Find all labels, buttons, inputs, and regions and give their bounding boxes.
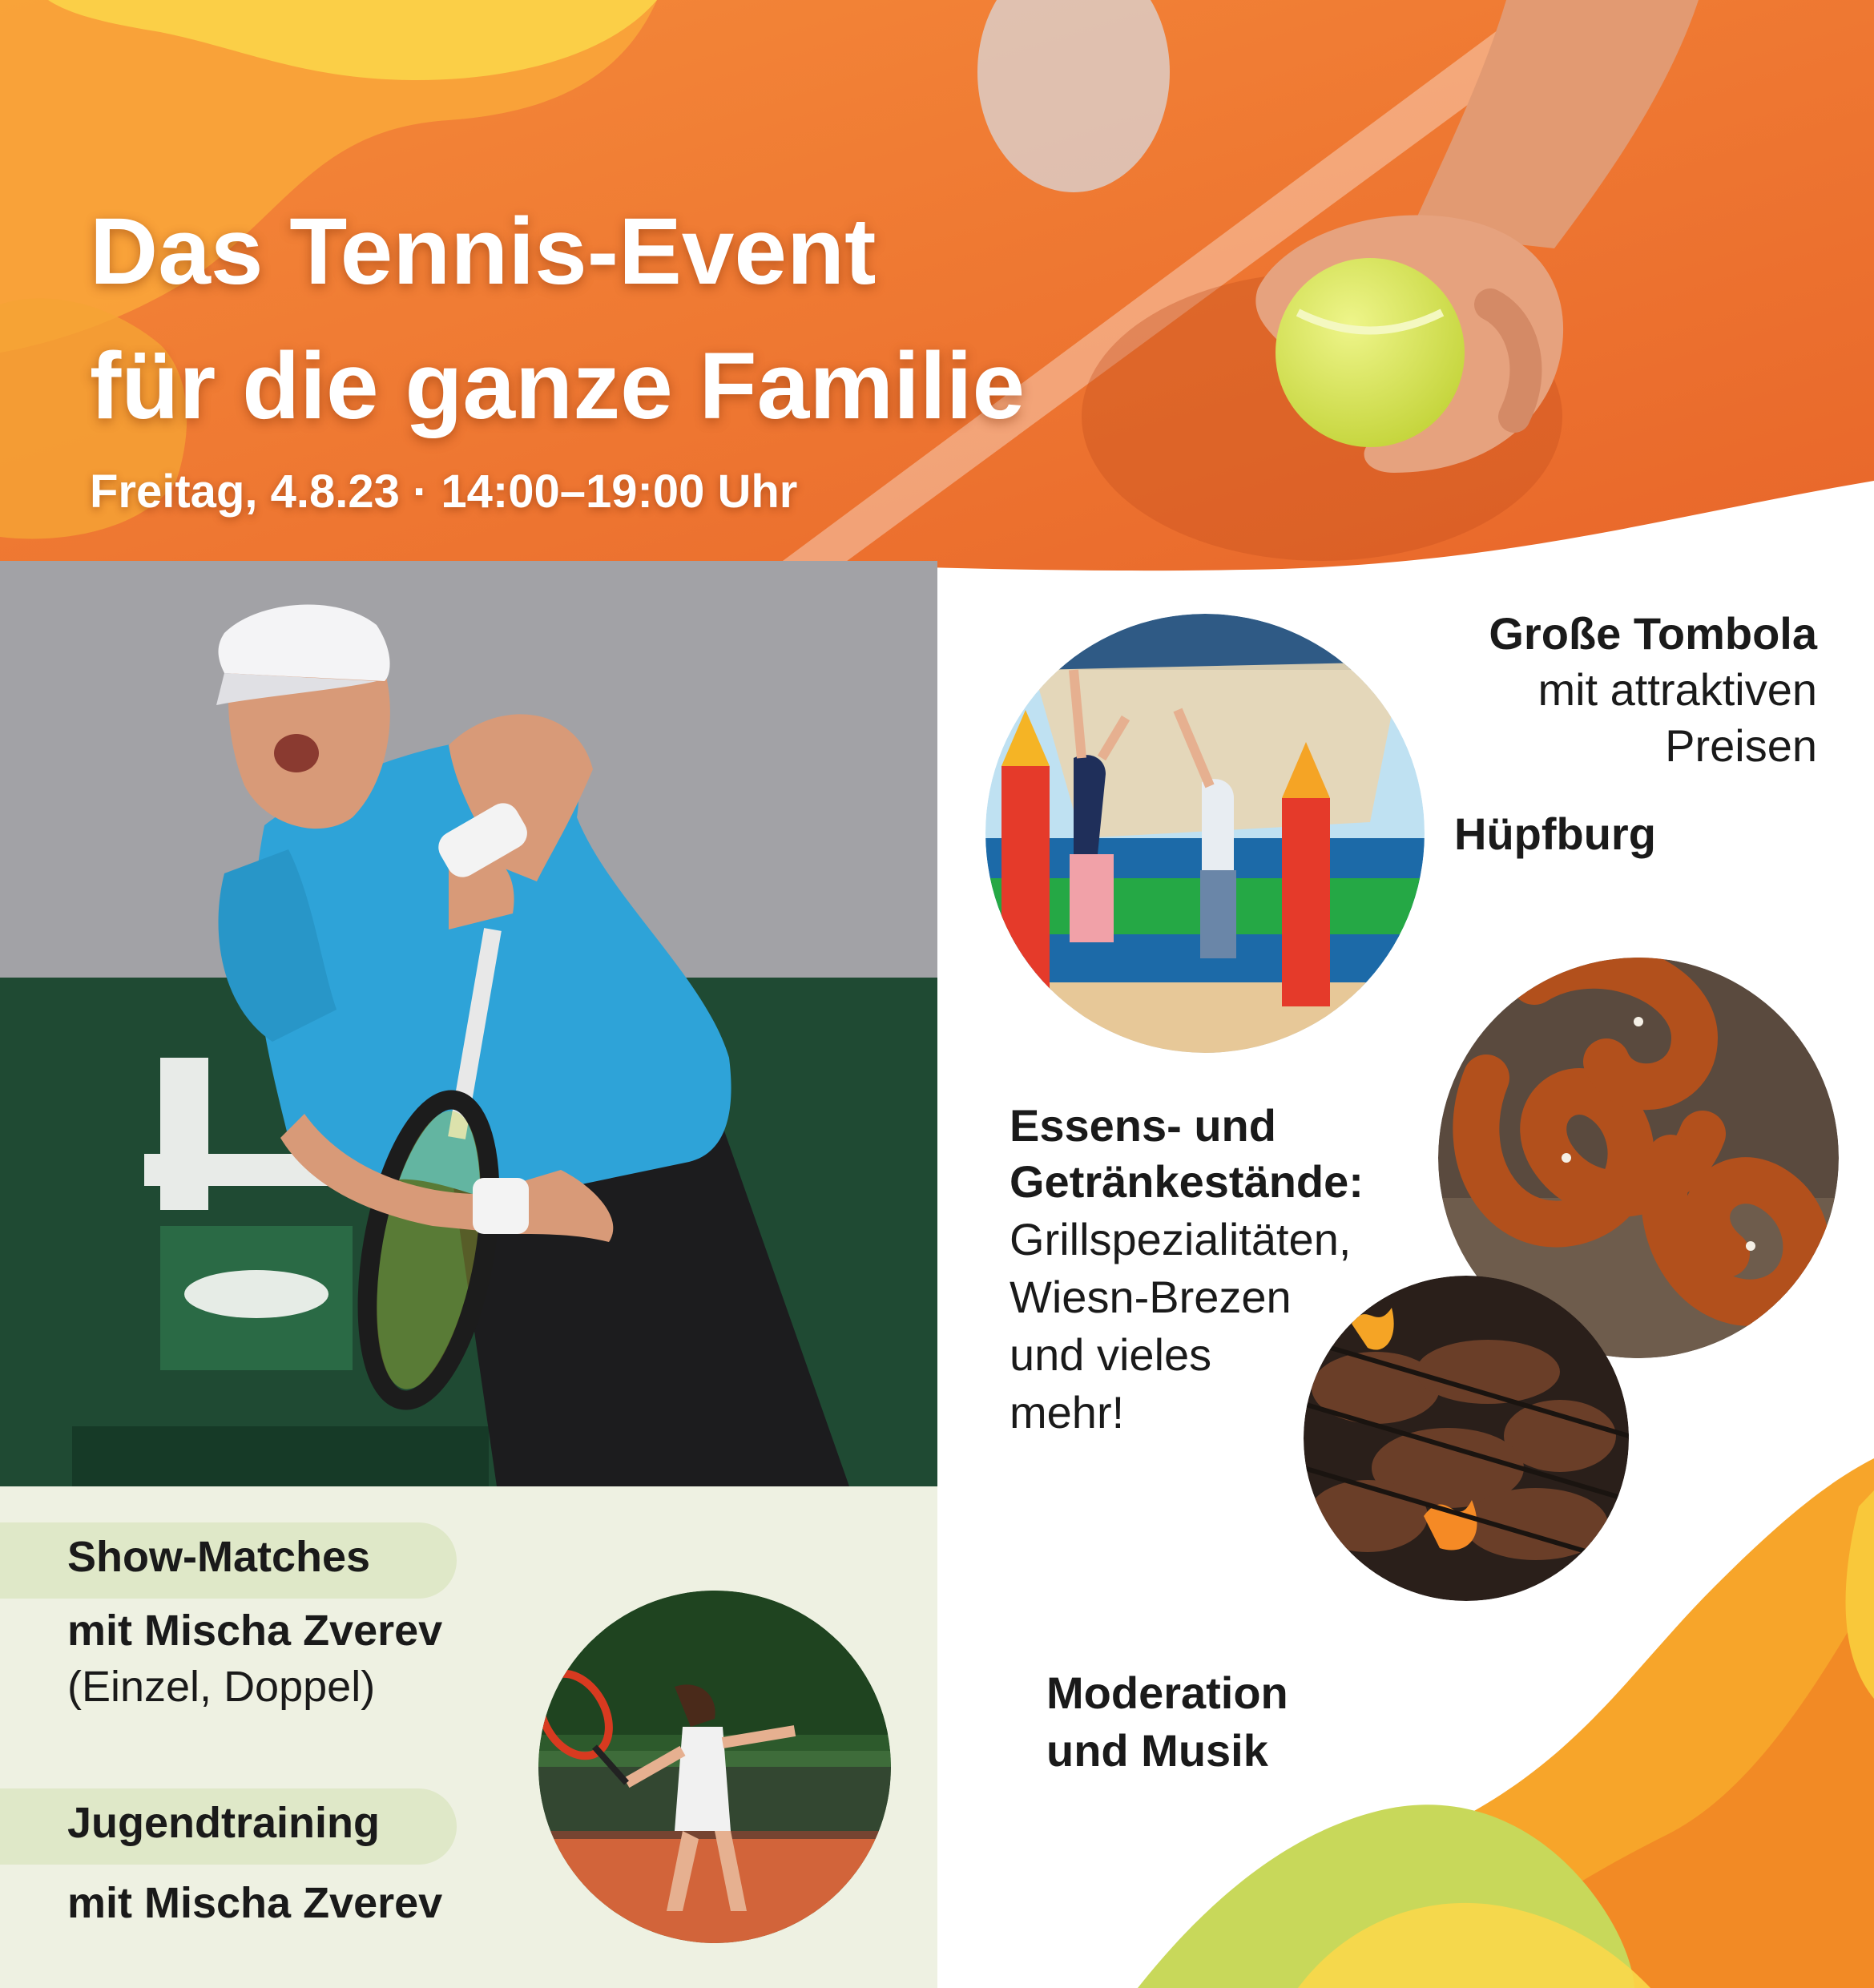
tombola-heading: Große Tombola xyxy=(1489,608,1817,659)
title-line-1: Das Tennis-Event xyxy=(90,199,877,304)
player-photo xyxy=(0,561,937,1486)
event-title xyxy=(90,184,1025,454)
show-matches-heading: Show-Matches xyxy=(67,1533,371,1581)
show-matches-line1: mit Mischa Zverev xyxy=(67,1607,443,1655)
bouncy-castle-photo xyxy=(985,614,1425,1053)
tombola-line1: mit attraktiven xyxy=(1537,664,1817,715)
moderation-line2: und Musik xyxy=(1046,1725,1268,1776)
bouncy-castle-heading: Hüpfburg xyxy=(1454,809,1656,859)
food-line1: Grillspezialitäten, xyxy=(1010,1214,1352,1264)
food-line2: Wiesn-Brezen xyxy=(1010,1272,1292,1322)
food-heading-line2: Getränkestände: xyxy=(1010,1156,1364,1207)
food-line4: mehr! xyxy=(1010,1387,1125,1438)
youth-tennis-photo xyxy=(538,1591,891,1943)
title-line-2: für die ganze Familie xyxy=(90,333,1026,439)
event-date: Freitag, 4.8.23 · 14:00–19:00 Uhr xyxy=(90,466,798,518)
crocodile-logo-icon xyxy=(184,1270,328,1318)
food-line3: und vieles xyxy=(1010,1329,1212,1380)
tennis-ball-icon xyxy=(1276,258,1465,447)
food-heading-line1: Essens- und xyxy=(1010,1100,1276,1151)
youth-training-heading: Jugendtraining xyxy=(67,1799,380,1847)
youth-training-line1: mit Mischa Zverev xyxy=(67,1879,443,1927)
moderation-line1: Moderation xyxy=(1046,1667,1288,1718)
tombola-line2: Preisen xyxy=(1665,720,1817,771)
show-matches-line2: (Einzel, Doppel) xyxy=(67,1663,376,1711)
